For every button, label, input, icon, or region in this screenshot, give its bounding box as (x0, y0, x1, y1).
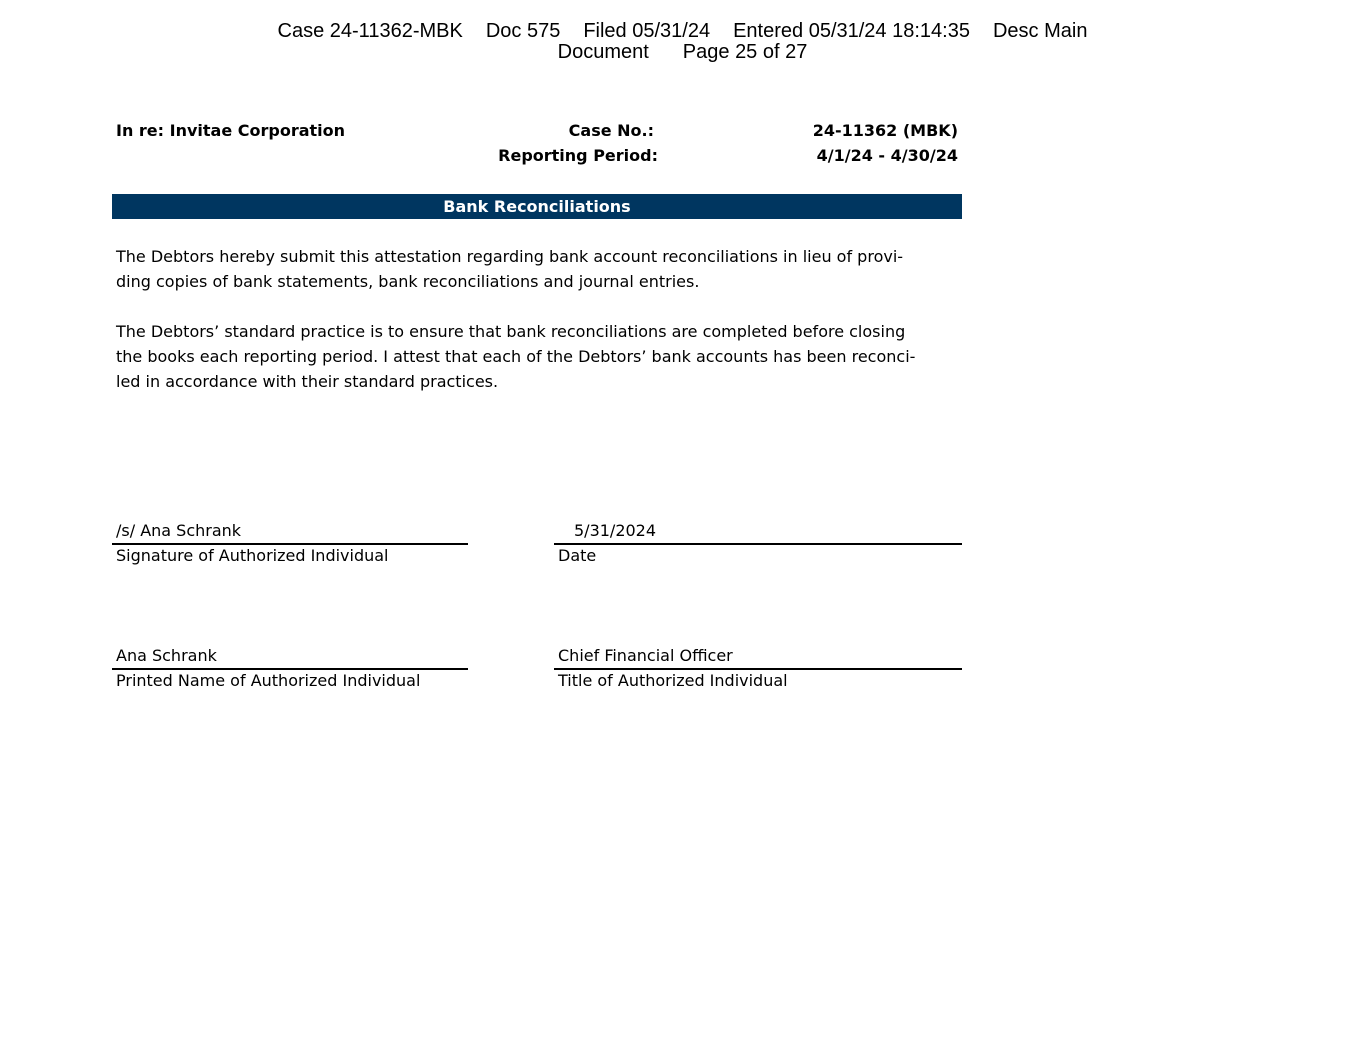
paragraph-1-line-1: The Debtors hereby submit this attestation regarding bank account reconciliations in lieu of provi- (116, 247, 904, 266)
signature-value: /s/ Ana Schrank (116, 521, 242, 540)
case-no-value: 24-11362 (MBK) (812, 121, 958, 140)
paragraph-2-line-1: The Debtors’ standard practice is to ensure that bank reconciliations are completed before closing (116, 322, 906, 341)
case-number-header: Case 24-11362-MBK (277, 20, 463, 42)
in-re-debtor: In re: Invitae Corporation (116, 121, 346, 140)
paragraph-2-line-3: led in accordance with their standard practices. (116, 372, 499, 391)
reporting-period-label: Reporting Period: (498, 146, 658, 165)
section-title-banner: Bank Reconciliations (112, 194, 962, 219)
paragraph-2-line-2: the books each reporting period. I attest that each of the Debtors’ bank accounts has been reconci- (116, 347, 916, 366)
title-line (554, 668, 962, 670)
case-no-label: Case No.: (568, 121, 654, 140)
desc-header: Desc Main (992, 20, 1088, 42)
printed-name-line (112, 668, 468, 670)
date-value: 5/31/2024 (574, 521, 657, 540)
attestation-paragraph-1 (116, 244, 904, 294)
signature-line (112, 543, 468, 545)
title-value: Chief Financial Officer (558, 646, 733, 665)
entered-date-header: Entered 05/31/24 18:14:35 (733, 20, 970, 42)
date-line (554, 543, 962, 545)
printed-name-label: Printed Name of Authorized Individual (116, 671, 421, 690)
paragraph-1-line-2: ding copies of bank statements, bank reconciliations and journal entries. (116, 272, 700, 291)
attestation-paragraph-2 (116, 319, 916, 394)
court-filing-header (0, 21, 1365, 42)
title-label: Title of Authorized Individual (558, 671, 788, 690)
reporting-period-value: 4/1/24 - 4/30/24 (816, 146, 958, 165)
document-label-header: Document (557, 41, 649, 63)
printed-name-value: Ana Schrank (116, 646, 217, 665)
date-label: Date (558, 546, 597, 565)
page-number-header: Page 25 of 27 (682, 41, 808, 63)
filed-date-header: Filed 05/31/24 (583, 20, 711, 42)
signature-label: Signature of Authorized Individual (116, 546, 389, 565)
court-filing-header-line2 (0, 42, 1365, 63)
doc-number-header: Doc 575 (485, 20, 561, 42)
